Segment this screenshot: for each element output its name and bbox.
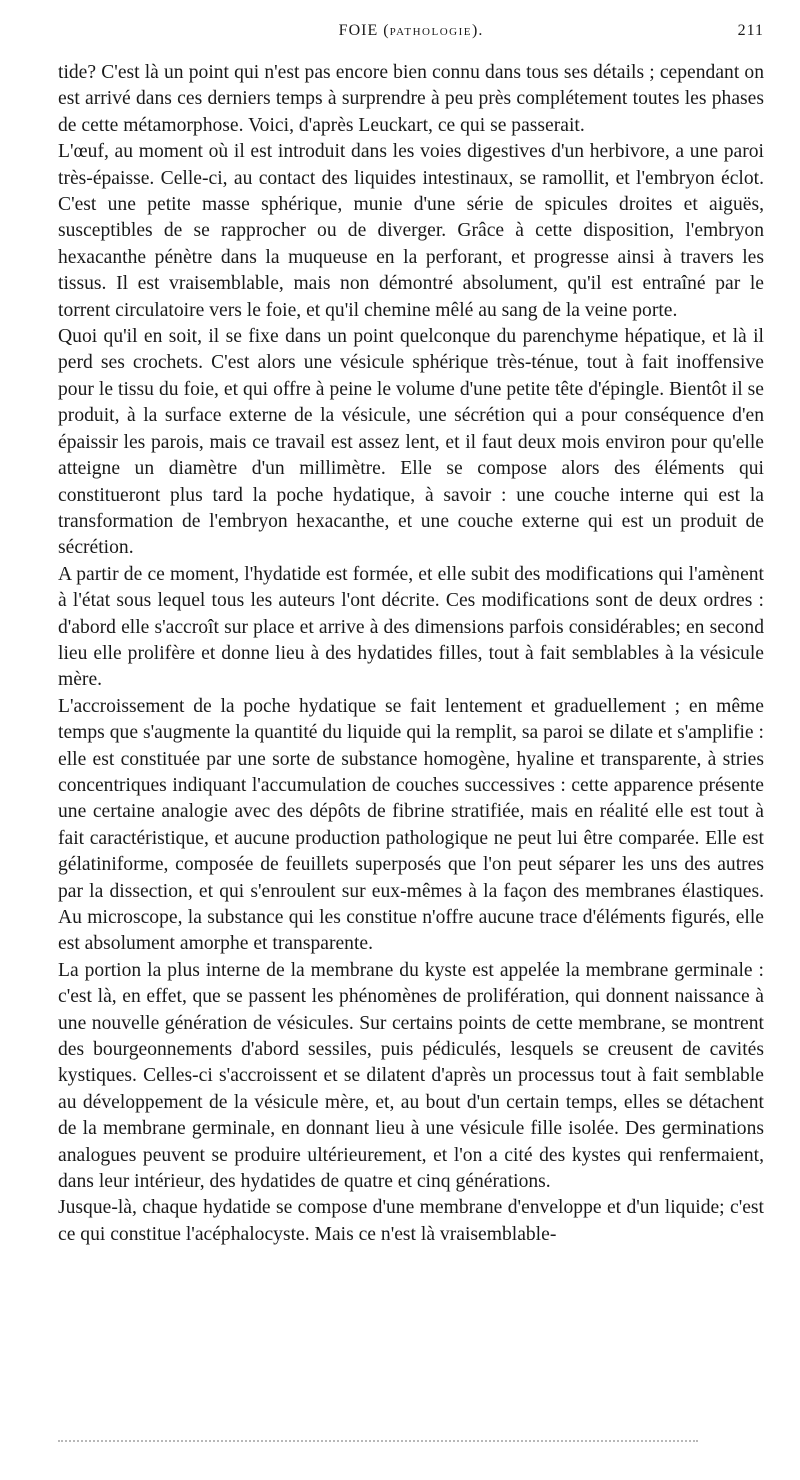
running-title xyxy=(58,22,764,40)
paragraph-1: tide? C'est là un point qui n'est pas encore bien connu dans tous ses détails ; cependant on est arrivé dans ces derniers temps à surprendre à peu près complétement toutes les phases de cette métamorphose. Voici, d'après Leuckart, ce qui se passerait. xyxy=(58,62,764,136)
running-header xyxy=(58,22,764,50)
paragraph-5: L'accroissement de la poche hydatique se fait lentement et graduellement ; en même temps que s'augmente la quantité du liquide qui la remplit, sa paroi se dilate et s'amplifie : elle est constituée par une sorte de substance homogène, hyaline et transparente, à stries concentriques indiquant l'accumulation de couches successives : cette apparence présente une certaine analogie avec des dépôts de fibrine stratifiée, mais en réalité elle est tout à fait caractéristique, et aucune production pathologique ne peut lui être comparée. Elle est gélatiniforme, composée de feuillets superposés que l'on peut séparer les uns des autres par la dissection, et qui s'enroulent sur eux-mêmes à la façon des membranes élastiques. Au microscope, la substance qui les constitue n'offre aucune trace d'éléments figurés, elle est absolument amorphe et transparente. xyxy=(58,695,764,955)
paragraph-3: Quoi qu'il en soit, il se fixe dans un point quelconque du parenchyme hépatique, et là il perd ses crochets. C'est alors une vésicule sphérique très-ténue, tout à fait inoffensive pour le tissu du foie, et qui offre à peine le volume d'une petite tête d'épingle. Bientôt il se produit, à la surface externe de la vésicule, une sécrétion qui a pour conséquence d'en épaissir les parois, mais ce travail est assez lent, et il faut deux mois environ pour qu'elle atteigne un diamètre d'un millimètre. Elle se compose alors des éléments qui constitueront plus tard la poche hydatique, à savoir : une couche interne qui est la transformation de l'embryon hexacanthe, et une couche externe qui est un produit de sécrétion. xyxy=(58,326,764,559)
running-title-smallcaps: PATHOLOGIE xyxy=(389,26,472,38)
running-title-end: ). xyxy=(472,22,484,39)
page-number: 211 xyxy=(737,22,764,39)
running-title-main: FOIE ( xyxy=(338,22,390,39)
body-text xyxy=(58,60,764,1248)
paragraph-4: A partir de ce moment, l'hydatide est formée, et elle subit des modifications qui l'amènent à l'état sous lequel tous les auteurs l'ont décrite. Ces modifications sont de deux ordres : d'abord elle s'accroît sur place et arrive à des dimensions parfois considérables; en second lieu elle prolifère et donne lieu à des hydatides filles, tout à fait semblables à la vésicule mère. xyxy=(58,563,764,691)
paragraph-6: La portion la plus interne de la membrane du kyste est appelée la membrane germinale : c'est là, en effet, que se passent les phénomènes de prolifération, qui donnent naissance à une nouvelle génération de vésicules. Sur certains points de cette membrane, se montrent des bourgeonnements d'abord sessiles, puis pédiculés, lesquels se creusent de cavités kystiques. Celles-ci s'accroissent et se dilatent d'après un processus tout à fait semblable au développement de la vésicule mère, et, au bout d'un certain temps, elles se détachent de la membrane germinale, en donnant lieu à une vésicule fille isolée. Des germinations analogues peuvent se produire ultérieurement, et l'on a cité des kystes qui renfermaient, dans leur intérieur, des hydatides de quatre et cinq générations. xyxy=(58,959,764,1193)
footer-dotted-rule xyxy=(58,1440,698,1442)
paragraph-2: L'œuf, au moment où il est introduit dans les voies digestives d'un herbivore, a une paroi très-épaisse. Celle-ci, au contact des liquides intestinaux, se ramollit, et l'embryon éclot. C'est une petite masse sphérique, munie d'une série de spicules droites et aiguës, susceptibles de se rapprocher ou de diverger. Grâce à cette disposition, l'embryon hexacanthe pénètre dans la muqueuse en la perforant, et progresse ainsi à travers les tissus. Il est vraisemblable, mais non démontré absolument, qu'il est entraîné par le torrent circulatoire vers le foie, et qu'il chemine mêlé au sang de la veine porte. xyxy=(58,141,764,321)
page xyxy=(58,22,764,1248)
paragraph-7: Jusque-là, chaque hydatide se compose d'une membrane d'enveloppe et d'un liquide; c'est ce qui constitue l'acéphalocyste. Mais ce n'est là vraisemblable- xyxy=(58,1197,764,1245)
